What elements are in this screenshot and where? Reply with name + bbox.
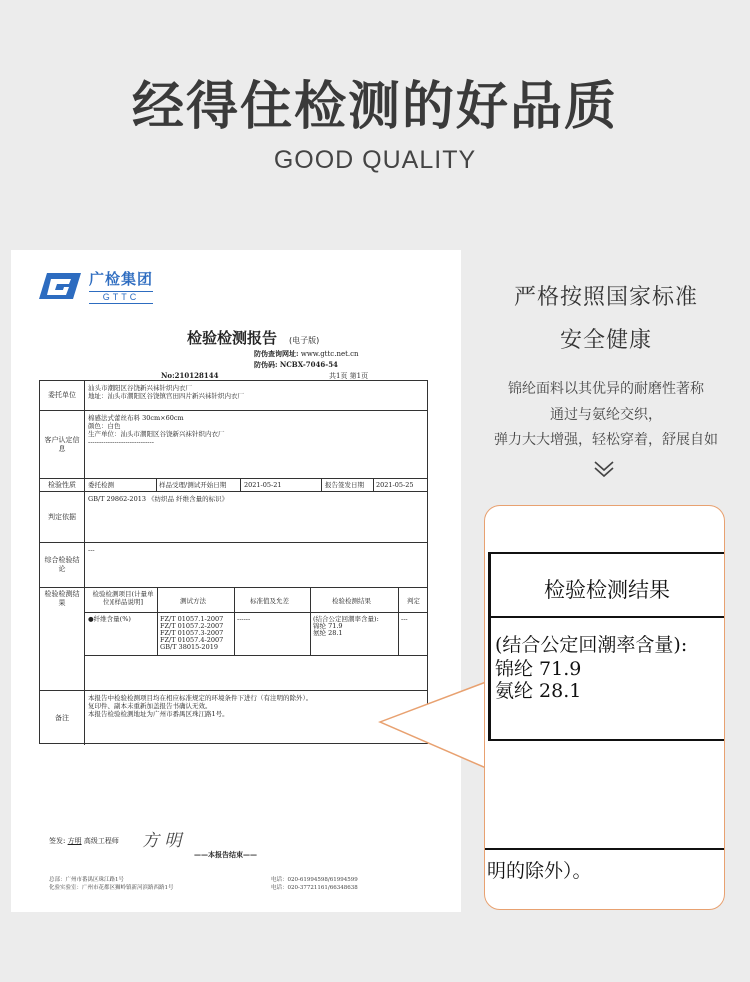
page-title: 经得住检测的好品质: [131, 77, 618, 137]
col-header-verdict: 判定: [407, 597, 420, 605]
standard-value: ------: [237, 615, 251, 623]
issue-label: 报告签发日期: [325, 481, 364, 489]
result-line: 氨纶 28.1: [313, 629, 343, 637]
col-header-result: 检验检测结果: [332, 597, 371, 605]
client-line: 汕头市潮阳区谷饶新兴袜针织内衣厂: [88, 384, 192, 392]
signer-block: 签发: 方明 高级工程师: [49, 837, 119, 845]
footer-phone: 电话：020-37721161/66348638: [271, 885, 358, 891]
sample-line: 棉感法式蕾丝布料 30cm×60cm: [88, 414, 184, 422]
col-header-method: 测试方法: [180, 597, 206, 605]
remark-line: 本报告检验检测地址为广州市番禺区珠江路1号。: [88, 710, 229, 718]
side-description: 弹力大大增强，轻松穿着，舒展自如: [494, 432, 718, 448]
page-subtitle: GOOD QUALITY: [273, 146, 477, 174]
test-method: GB/T 38015-2019: [160, 643, 218, 651]
footer-address: 总部：广州市番禺区珠江路1号: [49, 877, 125, 883]
client-label: 委托单位: [40, 381, 85, 410]
zoom-result-line: 锦纶 71.9: [495, 658, 582, 680]
col-header-item: 检验检测项目(计量单位)[样品说明]: [92, 590, 154, 606]
handwritten-signature: 方 明: [142, 831, 182, 851]
zoom-result-line: 氨纶 28.1: [495, 680, 582, 702]
logo-cn-text: 广检集团: [89, 270, 154, 288]
gttc-logo-icon: [37, 271, 83, 301]
double-chevron-down-icon: [593, 458, 615, 480]
result-line: (结合公定回潮率含量):: [313, 615, 379, 623]
page-count: 共1页 第1页: [329, 372, 369, 380]
conclusion-value: ---: [88, 546, 95, 554]
sample-label: 客户认定信息: [40, 411, 85, 478]
client-address: 地址：汕头市潮阳区谷饶镇官田四片新兴袜针织内衣厂: [88, 392, 244, 400]
test-method: FZ/T 01057.2-2007: [160, 622, 224, 630]
date-label: 样品受理/测试开始日期: [159, 481, 227, 489]
side-description: 锦纶面料以其优异的耐磨性著称: [508, 381, 704, 397]
remark-label: 备注: [40, 691, 85, 745]
test-method: FZ/T 01057.1-2007: [160, 615, 224, 623]
remark-line: 本报告中检验检测项目均在相应标准规定的环境条件下进行（有注明的除外）。: [88, 694, 313, 702]
date-value: 2021-05-21: [244, 481, 282, 489]
nature-value: 委托检测: [88, 481, 114, 489]
zoom-heading: 检验检测结果: [544, 578, 670, 602]
side-description: 通过与氨纶交织，: [550, 407, 662, 423]
basis-value: GB/T 29862-2013 《纺织品 纤维含量的标识》: [88, 495, 229, 503]
col-header-standard: 标准值及允差: [250, 597, 289, 605]
test-method: FZ/T 01057.3-2007: [160, 629, 224, 637]
basis-label: 判定依据: [40, 492, 85, 542]
result-line: 锦纶 71.9: [313, 622, 343, 630]
side-heading-standard: 严格按照国家标准: [513, 285, 698, 310]
test-report-document: [11, 250, 461, 912]
sample-line: ------------------------------: [88, 438, 154, 446]
security-code-line: 防伪码: NCBX-7046-54: [254, 360, 338, 369]
zoom-result-line: (结合公定回潮率含量):: [495, 634, 688, 656]
side-heading-safety: 安全健康: [559, 328, 652, 353]
gttc-logo: [37, 268, 153, 304]
footer-address: 化验实验室：广州市花都区狮岭镇新河滨路西路1号: [49, 885, 174, 891]
nature-label: 检验性质: [40, 479, 85, 491]
remark-line: 复印件、副本未重新加盖报告书确认无效。: [88, 702, 212, 710]
query-site-line: 防伪查询网址: www.gttc.net.cn: [254, 349, 359, 358]
sample-line: 颜色：白色: [88, 422, 121, 430]
report-number: No:210128144: [161, 371, 219, 380]
report-table: [39, 380, 428, 744]
zoom-callout: [484, 505, 725, 910]
issue-value: 2021-05-25: [376, 481, 414, 489]
report-end-mark: ——本报告结束——: [194, 850, 257, 859]
test-method: FZ/T 01057.4-2007: [160, 636, 224, 644]
footer-phone: 电话：020-61994598/61994599: [271, 877, 358, 883]
logo-en-text: GTTC: [89, 291, 153, 304]
verdict-value: ---: [401, 615, 408, 623]
conclusion-label: 综合检验结论: [40, 543, 85, 587]
sample-line: 生产单位：汕头市潮阳区谷饶新兴袜针织内衣厂: [88, 430, 225, 438]
test-item: ●纤维含量(%): [88, 615, 131, 623]
zoom-remark-tail: 明的除外）。: [487, 860, 592, 882]
report-title: 检验检测报告 (电子版): [187, 329, 320, 347]
result-label: 检验检测结果: [40, 588, 85, 690]
